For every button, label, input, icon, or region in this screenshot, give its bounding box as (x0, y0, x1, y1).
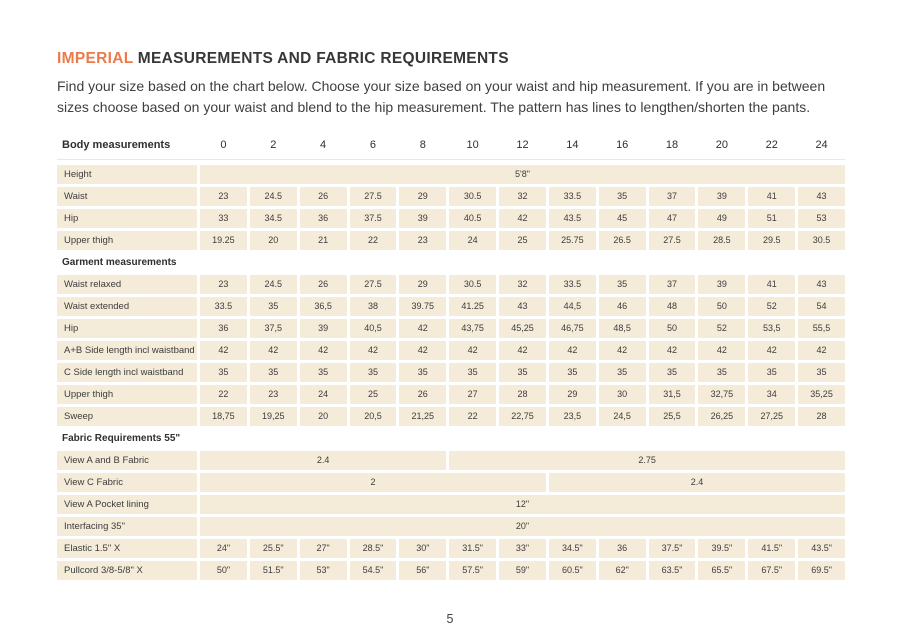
data-cell: 26.5 (599, 231, 646, 250)
data-cell: 35 (549, 363, 596, 382)
data-cell: 30.5 (449, 275, 496, 294)
data-cell: 35 (649, 363, 696, 382)
data-cell: 42 (399, 341, 446, 360)
data-cell: 23 (399, 231, 446, 250)
data-cell: 26 (399, 385, 446, 404)
size-column-header: 12 (499, 135, 546, 155)
data-cell: 42 (250, 341, 297, 360)
data-cell: 31.5" (449, 539, 496, 558)
size-column-header: 18 (649, 135, 696, 155)
data-cell: 30.5 (798, 231, 845, 250)
data-cell: 36 (599, 539, 646, 558)
data-cell: 20,5 (350, 407, 397, 426)
data-cell: 35 (599, 363, 646, 382)
data-cell: 29 (399, 187, 446, 206)
data-cell: 24 (449, 231, 496, 250)
data-cell: 38 (350, 297, 397, 316)
title-rest: MEASUREMENTS AND FABRIC REQUIREMENTS (133, 50, 509, 67)
data-cell: 50 (698, 297, 745, 316)
data-cell: 12" (200, 495, 845, 514)
data-cell: 43,75 (449, 319, 496, 338)
size-column-header: 16 (599, 135, 646, 155)
data-cell: 42 (698, 341, 745, 360)
data-cell: 34 (748, 385, 795, 404)
data-cell: 42 (499, 209, 546, 228)
data-cell: 37,5 (250, 319, 297, 338)
data-cell: 41.25 (449, 297, 496, 316)
row-label: Pullcord 3/8-5/8" X (57, 561, 197, 580)
data-cell: 37 (649, 275, 696, 294)
size-column-header: 14 (549, 135, 596, 155)
data-cell: 42 (798, 341, 845, 360)
data-cell: 41 (748, 187, 795, 206)
row-label: Waist (57, 187, 197, 206)
data-cell: 41.5" (748, 539, 795, 558)
data-cell: 53 (798, 209, 845, 228)
data-cell: 35 (250, 363, 297, 382)
data-cell: 43.5" (798, 539, 845, 558)
data-cell: 63.5" (649, 561, 696, 580)
data-cell: 18,75 (200, 407, 247, 426)
data-cell: 21 (300, 231, 347, 250)
data-cell: 65.5" (698, 561, 745, 580)
data-cell: 53" (300, 561, 347, 580)
data-cell: 53,5 (748, 319, 795, 338)
size-column-header: 2 (250, 135, 297, 155)
size-column-header: 10 (449, 135, 496, 155)
intro-text: Find your size based on the chart below. Choose your size based on your waist and hip measurement. If you are in between sizes choose based on your waist and blend to the hip measurement. The pattern has lines to lengthen/shorten the pants. (57, 78, 826, 116)
data-cell: 48 (649, 297, 696, 316)
row-label: Sweep (57, 407, 197, 426)
page-title (57, 50, 845, 68)
data-cell: 19,25 (250, 407, 297, 426)
row-label: Waist extended (57, 297, 197, 316)
data-cell: 39 (300, 319, 347, 338)
data-cell: 23,5 (549, 407, 596, 426)
data-cell: 35 (250, 297, 297, 316)
data-cell: 46 (599, 297, 646, 316)
data-cell: 27,25 (748, 407, 795, 426)
table-header-label: Body measurements (57, 135, 197, 155)
size-column-header: 22 (748, 135, 795, 155)
size-column-header: 4 (300, 135, 347, 155)
data-cell: 42 (599, 341, 646, 360)
data-cell: 30.5 (449, 187, 496, 206)
data-cell: 2.4 (549, 473, 845, 492)
data-cell: 59" (499, 561, 546, 580)
size-column-header: 20 (698, 135, 745, 155)
data-cell: 35 (200, 363, 247, 382)
data-cell: 34.5" (549, 539, 596, 558)
data-cell: 39 (399, 209, 446, 228)
data-cell: 40,5 (350, 319, 397, 338)
data-cell: 22 (350, 231, 397, 250)
data-cell: 32,75 (698, 385, 745, 404)
data-cell: 31,5 (649, 385, 696, 404)
data-cell: 23 (200, 187, 247, 206)
data-cell: 54 (798, 297, 845, 316)
data-cell: 35 (350, 363, 397, 382)
section-header: Fabric Requirements 55" (57, 429, 845, 448)
row-label: Upper thigh (57, 231, 197, 250)
size-column-header: 24 (798, 135, 845, 155)
data-cell: 54.5" (350, 561, 397, 580)
row-label: Hip (57, 319, 197, 338)
row-label: View A Pocket lining (57, 495, 197, 514)
data-cell: 40.5 (449, 209, 496, 228)
data-cell: 37.5" (649, 539, 696, 558)
row-label: Hip (57, 209, 197, 228)
data-cell: 36 (300, 209, 347, 228)
data-cell: 33.5 (549, 275, 596, 294)
row-label: C Side length incl waistband (57, 363, 197, 382)
data-cell: 62" (599, 561, 646, 580)
data-cell: 28 (798, 407, 845, 426)
data-cell: 26 (300, 275, 347, 294)
data-cell: 42 (499, 341, 546, 360)
data-cell: 42 (200, 341, 247, 360)
size-column-header: 8 (399, 135, 446, 155)
data-cell: 29 (549, 385, 596, 404)
data-cell: 50" (200, 561, 247, 580)
data-cell: 42 (748, 341, 795, 360)
data-cell: 46,75 (549, 319, 596, 338)
data-cell: 51.5" (250, 561, 297, 580)
data-cell: 55,5 (798, 319, 845, 338)
row-label: Elastic 1.5" X (57, 539, 197, 558)
row-label: Interfacing 35" (57, 517, 197, 536)
data-cell: 25.5" (250, 539, 297, 558)
data-cell: 26 (300, 187, 347, 206)
data-cell: 25 (499, 231, 546, 250)
data-cell: 24 (300, 385, 347, 404)
data-cell: 42 (350, 341, 397, 360)
row-label: Height (57, 165, 197, 184)
data-cell: 42 (399, 319, 446, 338)
size-column-header: 6 (350, 135, 397, 155)
data-cell: 24.5 (250, 275, 297, 294)
data-cell: 27" (300, 539, 347, 558)
data-cell: 28.5" (350, 539, 397, 558)
data-cell: 30" (399, 539, 446, 558)
data-cell: 22,75 (499, 407, 546, 426)
data-cell: 20" (200, 517, 845, 536)
data-cell: 33 (200, 209, 247, 228)
data-cell: 42 (449, 341, 496, 360)
data-cell: 23 (250, 385, 297, 404)
data-cell: 39.5" (698, 539, 745, 558)
data-cell: 52 (698, 319, 745, 338)
data-cell: 35 (300, 363, 347, 382)
data-cell: 27.5 (649, 231, 696, 250)
data-cell: 24,5 (599, 407, 646, 426)
row-label: Waist relaxed (57, 275, 197, 294)
data-cell: 27.5 (350, 187, 397, 206)
data-cell: 34.5 (250, 209, 297, 228)
data-cell: 28.5 (698, 231, 745, 250)
data-cell: 33" (499, 539, 546, 558)
data-cell: 51 (748, 209, 795, 228)
data-cell: 5'8" (200, 165, 845, 184)
data-cell: 25.75 (549, 231, 596, 250)
data-cell: 24.5 (250, 187, 297, 206)
size-chart-table (57, 135, 845, 580)
data-cell: 30 (599, 385, 646, 404)
data-cell: 19.25 (200, 231, 247, 250)
data-cell: 41 (748, 275, 795, 294)
data-cell: 42 (549, 341, 596, 360)
row-label: Upper thigh (57, 385, 197, 404)
data-cell: 60.5" (549, 561, 596, 580)
data-cell: 37 (649, 187, 696, 206)
data-cell: 2.75 (449, 451, 845, 470)
data-cell: 25,5 (649, 407, 696, 426)
data-cell: 24" (200, 539, 247, 558)
data-cell: 35 (599, 275, 646, 294)
data-cell: 29.5 (748, 231, 795, 250)
data-cell: 2 (200, 473, 546, 492)
data-cell: 49 (698, 209, 745, 228)
data-cell: 47 (649, 209, 696, 228)
row-label: View A and B Fabric (57, 451, 197, 470)
data-cell: 27 (449, 385, 496, 404)
data-cell: 32 (499, 275, 546, 294)
data-cell: 33.5 (549, 187, 596, 206)
data-cell: 69.5" (798, 561, 845, 580)
data-cell: 39.75 (399, 297, 446, 316)
row-label: A+B Side length incl waistband (57, 341, 197, 360)
data-cell: 2.4 (200, 451, 446, 470)
data-cell: 23 (200, 275, 247, 294)
data-cell: 26,25 (698, 407, 745, 426)
data-cell: 44,5 (549, 297, 596, 316)
data-cell: 43 (499, 297, 546, 316)
data-cell: 35,25 (798, 385, 845, 404)
data-cell: 22 (200, 385, 247, 404)
data-cell: 39 (698, 275, 745, 294)
data-cell: 67.5" (748, 561, 795, 580)
data-cell: 33.5 (200, 297, 247, 316)
data-cell: 45 (599, 209, 646, 228)
data-cell: 43 (798, 187, 845, 206)
data-cell: 27.5 (350, 275, 397, 294)
data-cell: 25 (350, 385, 397, 404)
data-cell: 52 (748, 297, 795, 316)
data-cell: 35 (748, 363, 795, 382)
data-cell: 56" (399, 561, 446, 580)
data-cell: 21,25 (399, 407, 446, 426)
data-cell: 37.5 (350, 209, 397, 228)
data-cell: 50 (649, 319, 696, 338)
title-highlight: IMPERIAL (57, 50, 134, 67)
data-cell: 28 (499, 385, 546, 404)
data-cell: 22 (449, 407, 496, 426)
data-cell: 42 (649, 341, 696, 360)
header-divider (57, 159, 845, 160)
page-number: 5 (446, 612, 454, 626)
size-column-header: 0 (200, 135, 247, 155)
data-cell: 29 (399, 275, 446, 294)
data-cell: 35 (399, 363, 446, 382)
data-cell: 20 (300, 407, 347, 426)
data-cell: 35 (449, 363, 496, 382)
data-cell: 39 (698, 187, 745, 206)
data-cell: 48,5 (599, 319, 646, 338)
data-cell: 43.5 (549, 209, 596, 228)
data-cell: 45,25 (499, 319, 546, 338)
data-cell: 36,5 (300, 297, 347, 316)
data-cell: 43 (798, 275, 845, 294)
data-cell: 35 (698, 363, 745, 382)
data-cell: 35 (499, 363, 546, 382)
data-cell: 57.5" (449, 561, 496, 580)
data-cell: 35 (798, 363, 845, 382)
data-cell: 35 (599, 187, 646, 206)
row-label: View C Fabric (57, 473, 197, 492)
data-cell: 20 (250, 231, 297, 250)
data-cell: 32 (499, 187, 546, 206)
section-header: Garment measurements (57, 253, 845, 272)
data-cell: 42 (300, 341, 347, 360)
data-cell: 36 (200, 319, 247, 338)
